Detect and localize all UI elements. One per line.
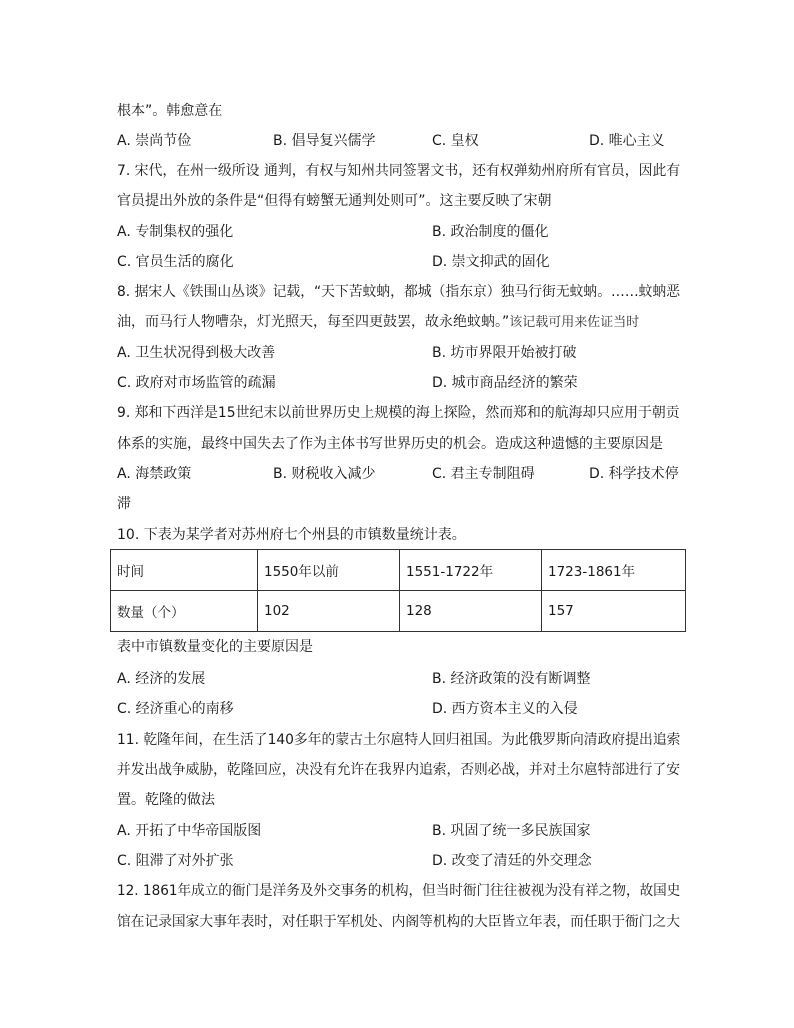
- q6-option-c: C. 皇权: [432, 133, 479, 149]
- table-header-row: [111, 550, 686, 591]
- q11-stem-line-3: 置。乾隆的做法: [117, 792, 215, 808]
- q7-option-b: B. 政治制度的僵化: [432, 224, 549, 240]
- table-header-cell: 1550年以前: [258, 550, 400, 591]
- q9-stem-line-2: 体系的实施，最终中国失去了作为主体书写世界历史的机会。造成这种遗憾的主要原因是: [117, 436, 663, 452]
- q12-stem-line-1: 12. 1861年成立的衙门是洋务及外交事务的机构，但当时衙门往往被视为没有祥之物，故国史: [117, 883, 681, 899]
- q11-stem-line-1: 11. 乾隆年间，在生活了140多年的蒙古土尔扈特人回归祖国。为此俄罗斯向清政府提出追索: [117, 732, 681, 748]
- market-town-table: [110, 549, 686, 632]
- table-header-cell: 1551-1722年: [400, 550, 542, 591]
- q8-stem-line-2-tail: 该记载可用来佐证当时: [509, 315, 640, 330]
- q6-option-b: B. 倡导复兴儒学: [273, 133, 376, 149]
- q9-option-b: B. 财税收入减少: [273, 466, 376, 482]
- q10-option-b: B. 经济政策的没有断调整: [432, 671, 591, 687]
- q6-stem-tail: 根本”。韩愈意在: [117, 103, 223, 119]
- q9-option-a: A. 海禁政策: [117, 466, 192, 482]
- q7-option-c: C. 官员生活的腐化: [117, 254, 234, 270]
- q9-option-c: C. 君主专制阻碍: [432, 466, 535, 482]
- q10-option-c: C. 经济重心的南移: [117, 701, 234, 717]
- q10-option-a: A. 经济的发展: [117, 671, 206, 687]
- q11-stem-line-2: 并发出战争威胁，乾隆回应，决没有允许在我界内追索，否则必战，并对土尔扈特部进行了安: [117, 762, 680, 778]
- q8-option-d: D. 城市商品经济的繁荣: [432, 375, 578, 391]
- q8-stem-line-2: [117, 312, 639, 333]
- q8-stem-line-1: 8. 据宋人《铁围山丛谈》记载，“天下苦蚊蚋，都城（指东京）独马行街无蚊蚋。……蚊蚋恶: [117, 284, 681, 300]
- q11-option-c: C. 阻滞了对外扩张: [117, 853, 234, 869]
- q8-option-a: A. 卫生状况得到极大改善: [117, 345, 276, 361]
- table-header-cell: 1723-1861年: [542, 550, 686, 591]
- q7-option-d: D. 崇文抑武的固化: [432, 254, 550, 270]
- table-row: [111, 591, 686, 632]
- table-cell: 数量（个）: [111, 591, 258, 632]
- table-cell: 102: [258, 591, 400, 632]
- q7-stem-line-1: 7. 宋代，在州一级所设 通判，有权与知州共同签署文书，还有权弹劾州府所有官员，因此有: [117, 163, 681, 179]
- q6-option-a: A. 崇尚节俭: [117, 133, 192, 149]
- q11-option-b: B. 巩固了统一多民族国家: [432, 823, 591, 839]
- table-cell: 128: [400, 591, 542, 632]
- q10-option-d: D. 西方资本主义的入侵: [432, 701, 578, 717]
- q7-stem-line-2: 官员提出外放的条件是“但得有螃蟹无通判处则可”。这主要反映了宋朝: [117, 193, 552, 209]
- table-header-cell: 时间: [111, 550, 258, 591]
- q12-stem-line-2: 馆在记录国家大事年表时，对任职于军机处、内阁等机构的大臣皆立年表，而任职于衙门之大: [117, 914, 680, 930]
- q8-stem-line-2-main: 油，而马行人物嘈杂，灯光照天，每至四更鼓罢，故永绝蚊蚋。”: [117, 314, 510, 330]
- q9-option-d: D. 科学技术停: [589, 466, 679, 482]
- table-cell: 157: [542, 591, 686, 632]
- q8-option-c: C. 政府对市场监管的疏漏: [117, 375, 276, 391]
- q10-stem: 10. 下表为某学者对苏州府七个州县的市镇数量统计表。: [117, 527, 466, 543]
- q8-option-b: B. 坊市界限开始被打破: [432, 345, 577, 361]
- q6-option-d: D. 唯心主义: [589, 133, 665, 149]
- q7-option-a: A. 专制集权的强化: [117, 224, 234, 240]
- q11-option-a: A. 开拓了中华帝国版图: [117, 823, 262, 839]
- q10-after-table: 表中市镇数量变化的主要原因是: [117, 639, 313, 655]
- q9-option-d-overflow: 滞: [117, 496, 131, 512]
- q11-option-d: D. 改变了清廷的外交理念: [432, 853, 592, 869]
- q9-stem-line-1: 9. 郑和下西洋是15世纪末以前世界历史上规模的海上探险，然而郑和的航海却只应用于朝贡: [117, 405, 680, 421]
